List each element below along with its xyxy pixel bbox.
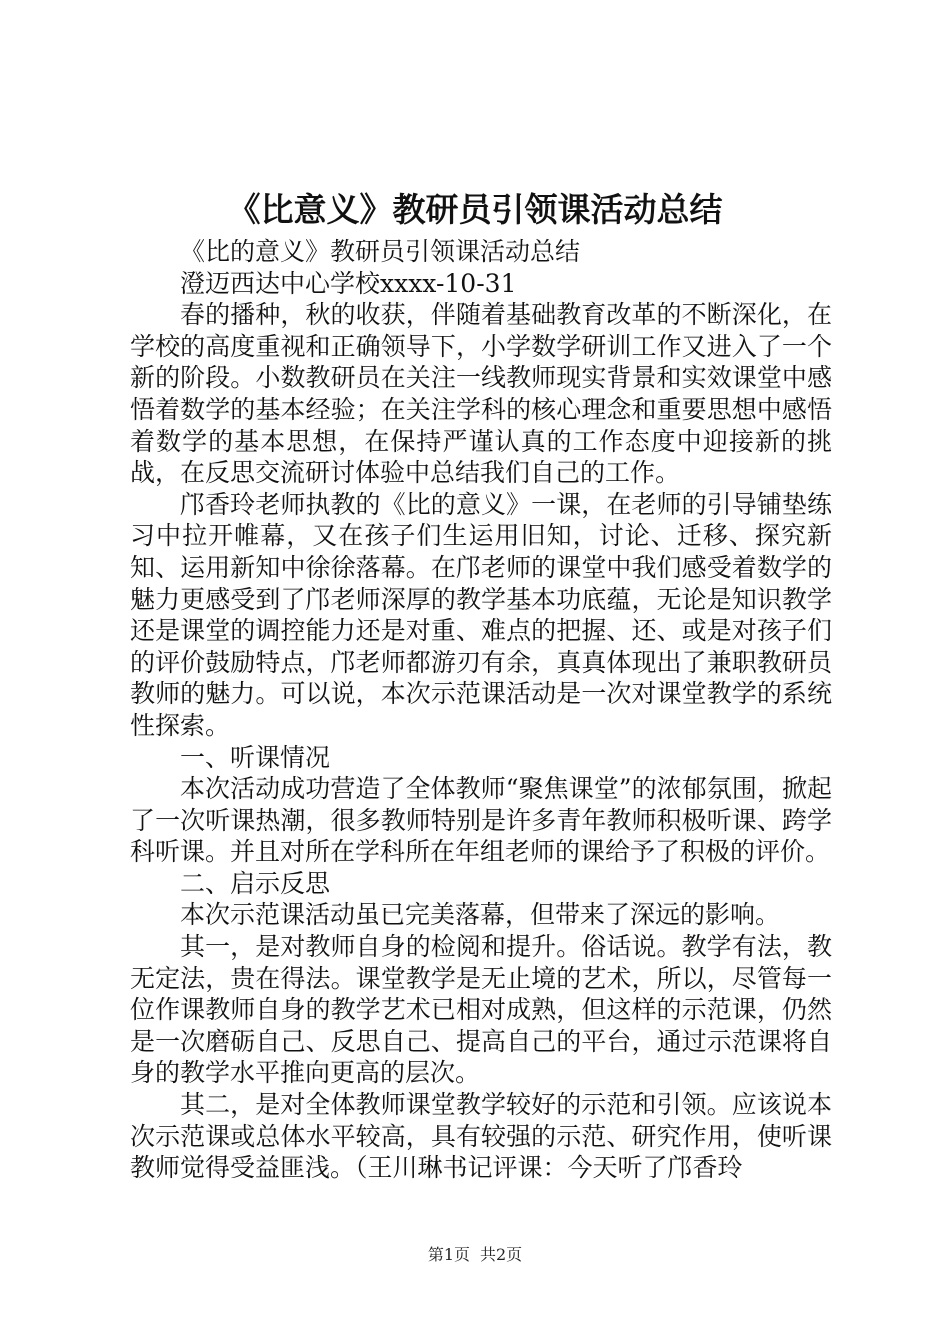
page-footer bbox=[0, 1244, 950, 1266]
body-paragraph: 春的播种，秋的收获，伴随着基础教育改革的不断深化，在学校的高度重视和正确领导下，小学数学研训工作又进入了一个新的阶段。小数教研员在关注一线教师现实背景和实效课堂中感悟着数学的基本经验；在关注学科的核心理念和重要思想中感悟着数学的基本思想，在保持严谨认真的工作态度中迎接新的挑战，在反思交流研讨体验中总结我们自己的工作。 bbox=[130, 300, 832, 488]
school-date-line: 澄迈西达中心学校xxxx-10-31 bbox=[180, 268, 517, 298]
subtitle-paragraph: 《比的意义》教研员引领课活动总结 bbox=[180, 237, 581, 266]
body-paragraph: 本次活动成功营造了全体教师“聚焦课堂”的浓郁氛围，掀起了一次听课热潮，很多教师特别是许多青年教师积极听课、跨学科听课。并且对所在学科所在年组老师的课给予了积极的评价。 bbox=[130, 774, 832, 867]
body-paragraph: 邝香玲老师执教的《比的意义》一课，在老师的引导铺垫练习中拉开帷幕，又在孩子们生运用旧知，讨论、迁移、探究新知、运用新知中徐徐落幕。在邝老师的课堂中我们感受着数学的魅力更感受到了邝老师深厚的教学基本功底蕴，无论是知识教学还是课堂的调控能力还是对重、难点的把握、还、或是对孩子们的评价鼓励特点，邝老师都游刃有余，真真体现出了兼职教研员教师的魅力。可以说，本次示范课活动是一次对课堂教学的系统性探索。 bbox=[130, 489, 832, 740]
document-title: 《比意义》教研员引领课活动总结 bbox=[227, 190, 723, 229]
document-body bbox=[130, 236, 832, 1184]
body-paragraph: 本次示范课活动虽已完美落幕，但带来了深远的影响。 bbox=[180, 900, 781, 930]
body-paragraph: 其二，是对全体教师课堂教学较好的示范和引领。应该说本次示范课或总体水平较高，具有较强的示范、研究作用，使听课教师觉得受益匪浅。（王川琳书记评课：今天听了邝香玲 bbox=[130, 1090, 832, 1183]
page-total: 共2页 bbox=[480, 1245, 523, 1264]
body-paragraph: 其一，是对教师自身的检阅和提升。俗话说。教学有法，教无定法，贵在得法。课堂教学是无止境的艺术，所以，尽管每一位作课教师自身的教学艺术已相对成熟，但这样的示范课，仍然是一次磨砺自己、反思自己、提高自己的平台，通过示范课将自身的教学水平推向更高的层次。 bbox=[130, 932, 832, 1088]
section-heading: 二、启示反思 bbox=[180, 868, 331, 898]
page-number: 第1页 bbox=[427, 1245, 470, 1264]
section-heading: 一、听课情况 bbox=[180, 742, 331, 772]
